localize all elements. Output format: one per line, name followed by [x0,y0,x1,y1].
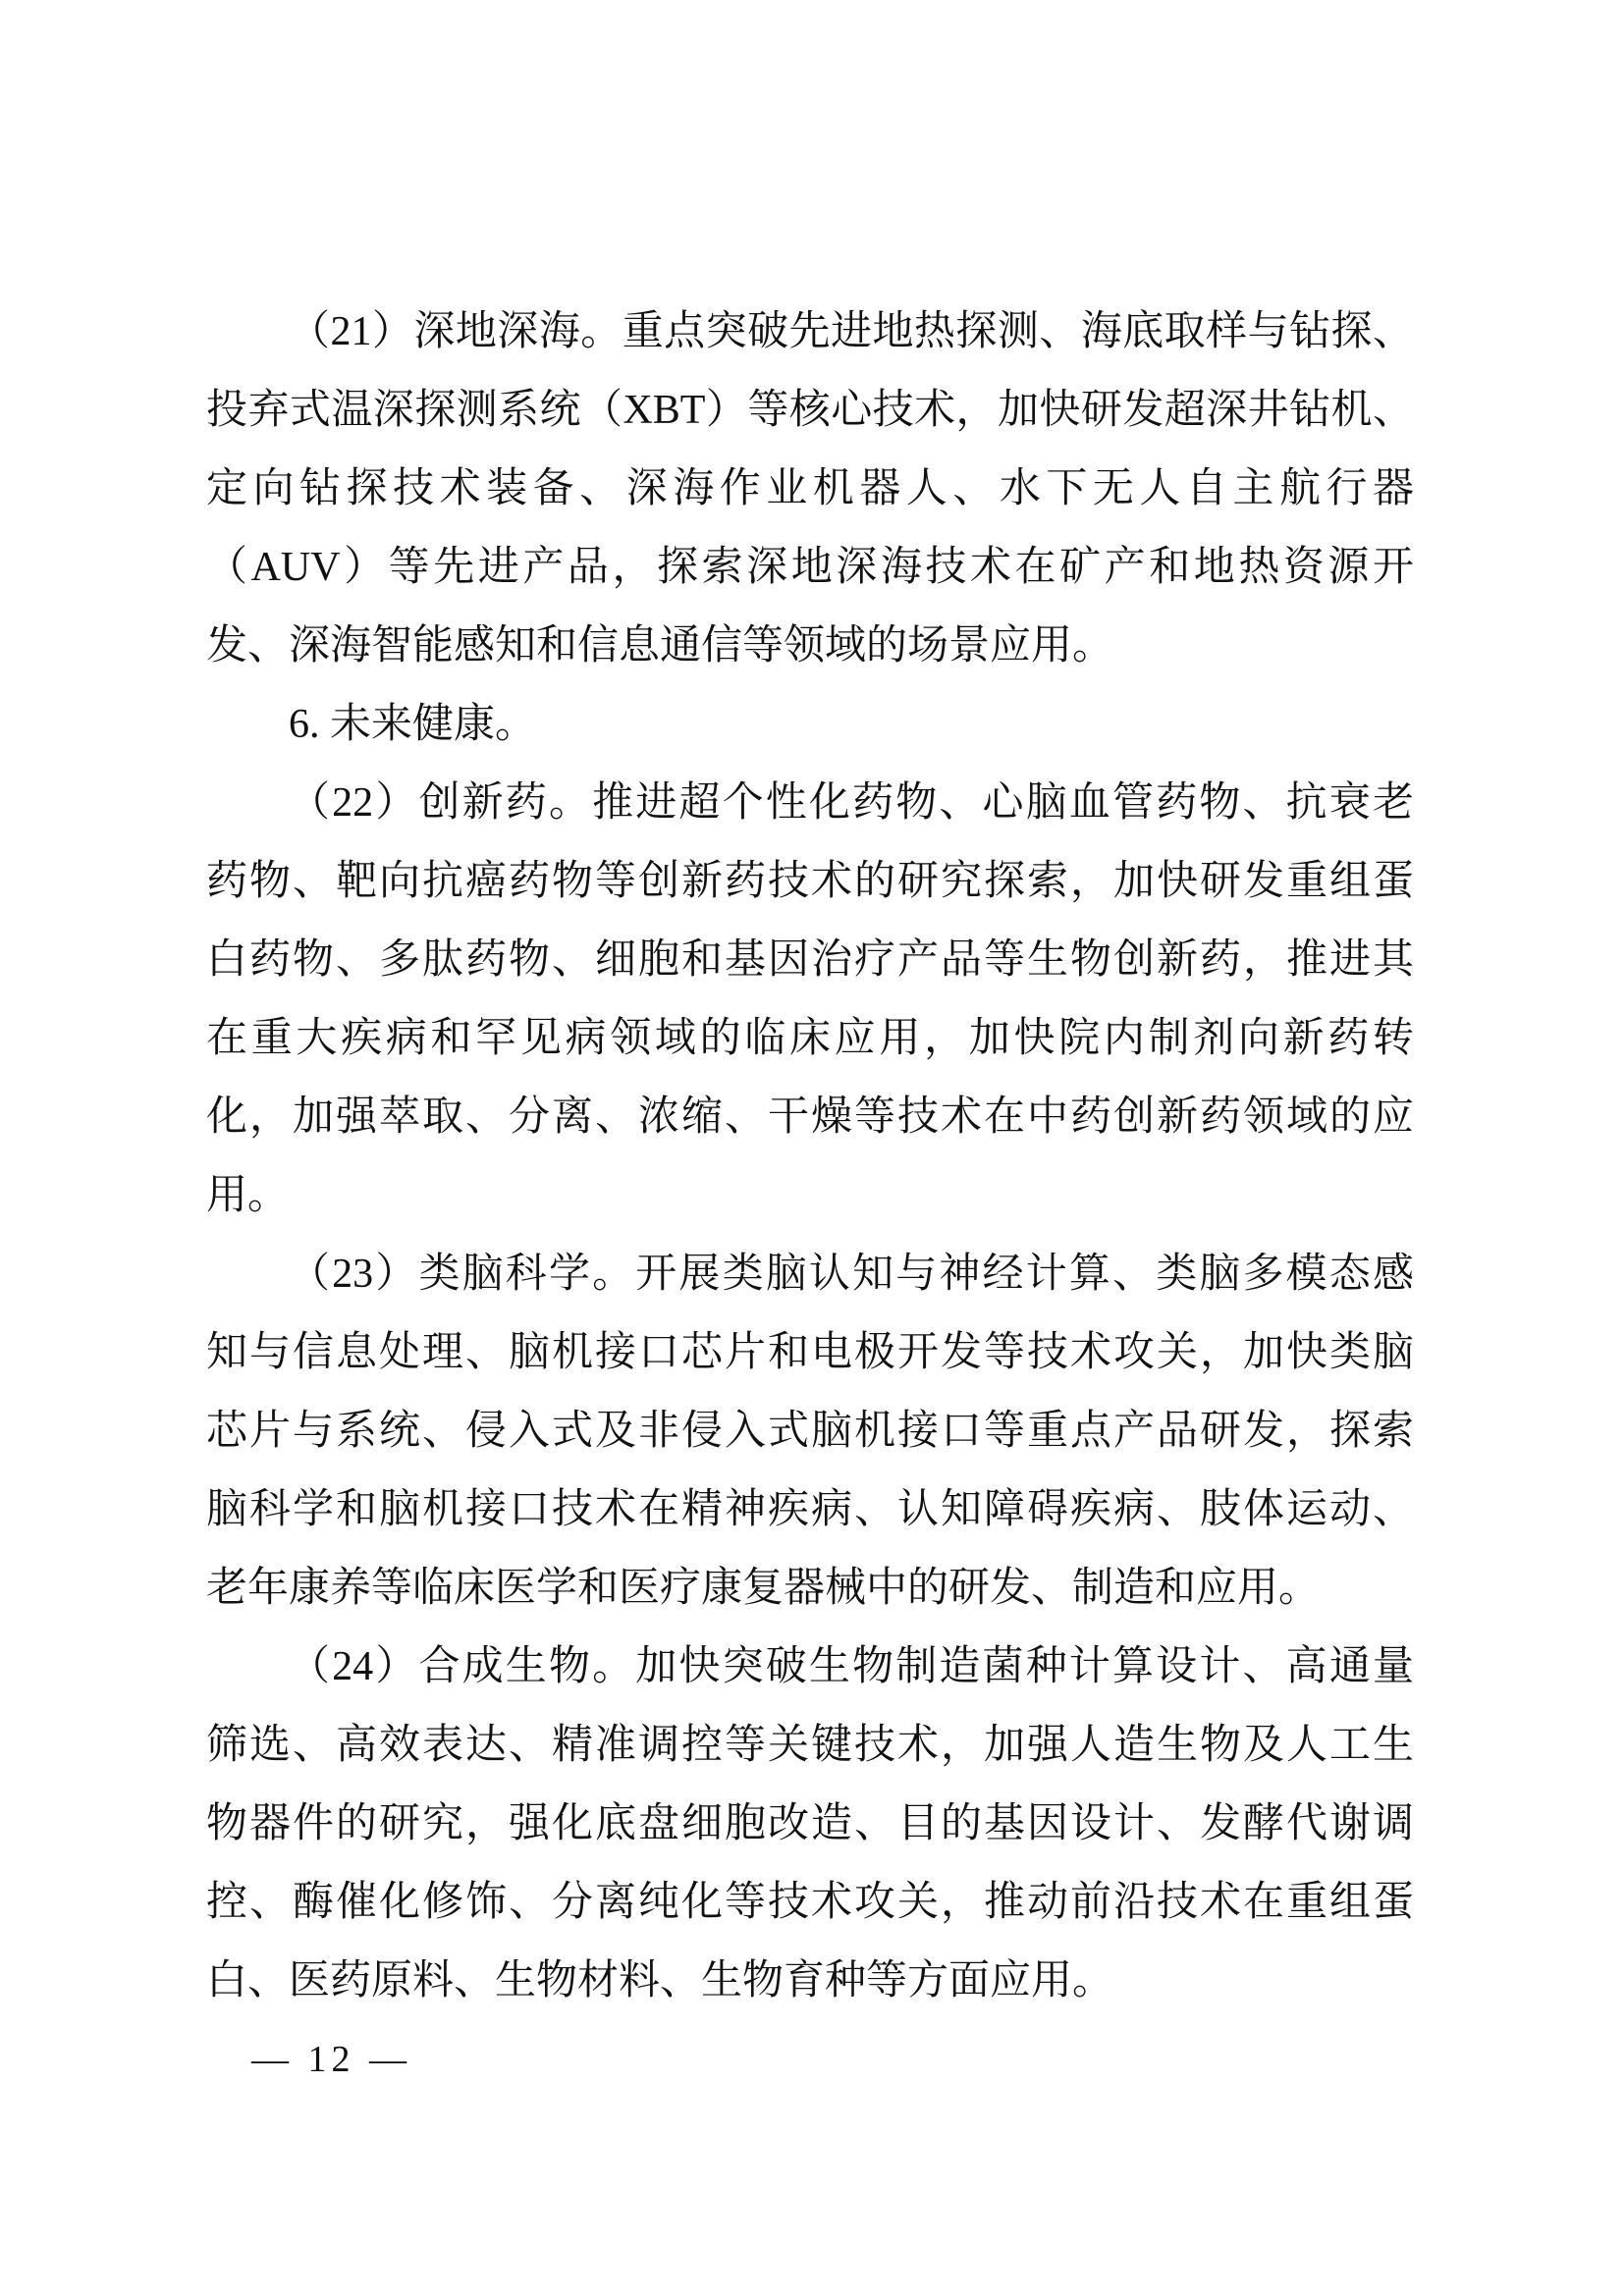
text-block [206,293,1414,2020]
item-24-synthetic-biology [206,1628,1414,2020]
item-21-deep-earth-deep-sea-line-4: （AUV）等先进产品，探索深地深海技术在矿产和地热资源开 [206,545,1414,590]
item-24-synthetic-biology-line-2: 筛选、高效表达、精准调控等关键技术，加强人造生物及人工生 [206,1723,1414,1768]
item-22-innovative-drugs-line-5: 化，加强萃取、分离、浓缩、干燥等技术在中药创新药领域的应 [206,1095,1414,1140]
item-23-brain-inspired-science-line-4: 脑科学和脑机接口技术在精神疾病、认知障碍疾病、肢体运动、 [206,1487,1414,1532]
item-22-innovative-drugs-line-6: 用。 [206,1173,290,1218]
item-23-brain-inspired-science-line-2: 知与信息处理、脑机接口芯片和电极开发等技术攻关，加快类脑 [206,1330,1414,1375]
item-21-deep-earth-deep-sea-line-5: 发、深海智能感知和信息通信等领域的场景应用。 [206,623,1114,668]
heading-6-future-health [206,685,1414,764]
item-21-deep-earth-deep-sea [206,293,1414,685]
item-22-innovative-drugs-line-3: 白药物、多肽药物、细胞和基因治疗产品等生物创新药，推进其 [206,937,1414,983]
item-23-brain-inspired-science-line-1: （23）类脑科学。开展类脑认知与神经计算、类脑多模态感 [289,1252,1414,1297]
item-22-innovative-drugs-line-4: 在重大疾病和罕见病领域的临床应用，加快院内制剂向新药转 [206,1016,1414,1061]
item-24-synthetic-biology-line-1: （24）合成生物。加快突破生物制造菌种计算设计、高通量 [289,1644,1414,1689]
item-22-innovative-drugs-line-2: 药物、靶向抗癌药物等创新药技术的研究探索，加快研发重组蛋 [206,859,1414,904]
item-21-deep-earth-deep-sea-line-2: 投弃式温深探测系统（XBT）等核心技术，加快研发超深井钻机、 [206,388,1414,433]
item-23-brain-inspired-science [206,1235,1414,1628]
page-number: — 12 — [251,2039,411,2080]
item-21-deep-earth-deep-sea-line-1: （21）深地深海。重点突破先进地热探测、海底取样与钻探、 [289,309,1414,354]
item-22-innovative-drugs [206,764,1414,1235]
item-23-brain-inspired-science-line-5: 老年康养等临床医学和医疗康复器械中的研发、制造和应用。 [206,1566,1321,1611]
heading-6-future-health-line-1: 6. 未来健康。 [289,702,537,747]
item-21-deep-earth-deep-sea-line-3: 定向钻探技术装备、深海作业机器人、水下无人自主航行器 [206,466,1414,511]
item-24-synthetic-biology-line-3: 物器件的研究，强化底盘细胞改造、目的基因设计、发酵代谢调 [206,1801,1414,1846]
item-24-synthetic-biology-line-5: 白、医药原料、生物材料、生物育种等方面应用。 [206,1958,1114,2003]
item-22-innovative-drugs-line-1: （22）创新药。推进超个性化药物、心脑血管药物、抗衰老 [289,780,1414,826]
item-23-brain-inspired-science-line-3: 芯片与系统、侵入式及非侵入式脑机接口等重点产品研发，探索 [206,1409,1414,1454]
item-24-synthetic-biology-line-4: 控、酶催化修饰、分离纯化等技术攻关，推动前沿技术在重组蛋 [206,1880,1414,1925]
